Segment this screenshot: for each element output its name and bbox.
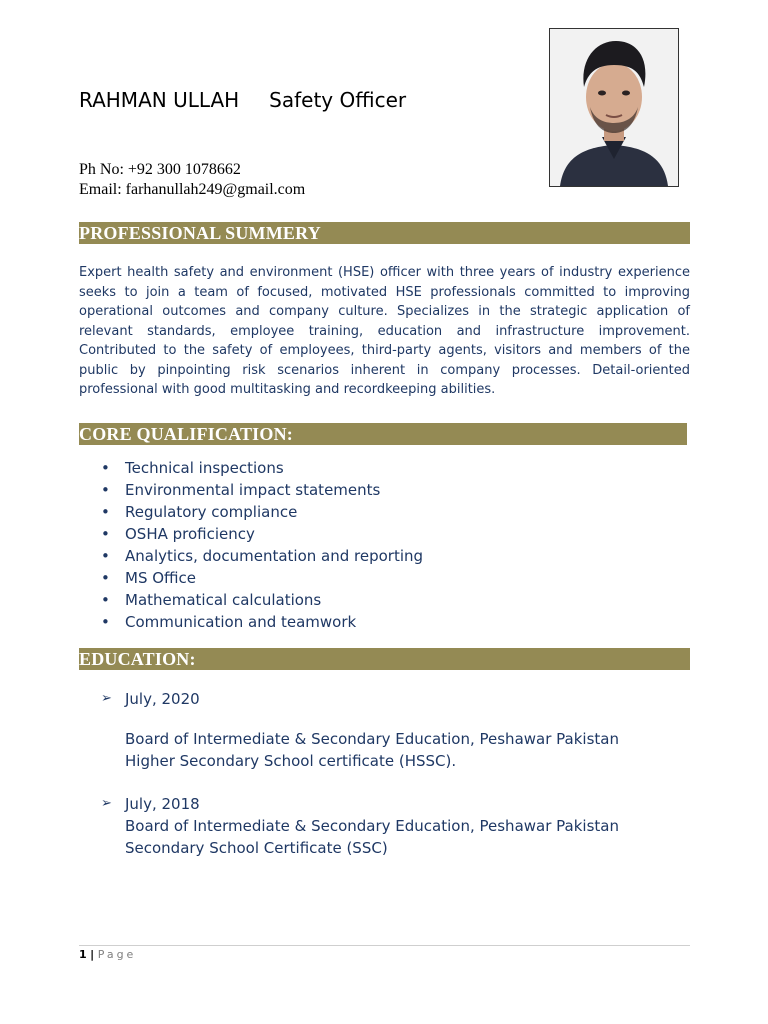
page-label: Page: [97, 948, 137, 961]
section-heading-summary: PROFESSIONAL SUMMERY: [79, 222, 690, 244]
bullet-icon: •: [101, 591, 110, 609]
bullet-icon: •: [101, 613, 110, 631]
bullet-icon: •: [101, 525, 110, 543]
education-board: Board of Intermediate & Secondary Education, Peshawar Pakistan: [125, 730, 619, 748]
list-item: • Technical inspections: [101, 459, 284, 477]
list-item: • MS Office: [101, 569, 197, 587]
bullet-icon: •: [101, 503, 110, 521]
bullet-icon: •: [101, 459, 110, 477]
section-heading-education: EDUCATION:: [79, 648, 690, 670]
list-item: • Regulatory compliance: [101, 503, 298, 521]
education-entry: [79, 688, 679, 772]
education-date: July, 2018: [125, 795, 200, 813]
page-footer: [79, 948, 136, 961]
qualification-list: [79, 457, 423, 633]
email-address: Email: farhanullah249@gmail.com: [79, 181, 306, 198]
section-heading-qualifications: CORE QUALIFICATION:: [79, 423, 687, 445]
list-item: • Environmental impact statements: [101, 481, 381, 499]
footer-divider: [79, 945, 690, 946]
list-item: • Analytics, documentation and reporting: [101, 547, 424, 565]
education-board: Board of Intermediate & Secondary Education, Peshawar Pakistan: [125, 817, 619, 835]
bullet-icon: •: [101, 481, 110, 499]
candidate-name: RAHMAN ULLAH: [79, 88, 240, 112]
arrow-bullet-icon: ➢: [101, 691, 112, 706]
job-title: Safety Officer: [269, 88, 407, 112]
education-date: July, 2020: [125, 690, 200, 708]
education-entry: [79, 793, 679, 859]
bullet-icon: •: [101, 547, 110, 565]
education-certificate: Secondary School Certificate (SSC): [125, 839, 388, 857]
list-item: • Communication and teamwork: [101, 613, 357, 631]
arrow-bullet-icon: ➢: [101, 796, 112, 811]
phone-number: Ph No: +92 300 1078662: [79, 161, 241, 178]
education-certificate: Higher Secondary School certificate (HSSC).: [125, 752, 457, 770]
list-item: • Mathematical calculations: [101, 591, 322, 609]
footer-separator: |: [90, 948, 95, 961]
professional-summary-text: Expert health safety and environment (HSE) officer with three years of industry experience seeks to join a team of focused, motivated HSE professionals committed to improving operational outcomes and company culture. Specializes in the strategic application of relevant standards, employee training, education and infrastructure improvement. Contributed to the safety of employees, third-party agents, visitors and members of the public by pinpointing risk scenarios inherent in company processes. Detail-oriented professional with good multitasking and recordkeeping abilities.: [79, 265, 690, 397]
bullet-icon: •: [101, 569, 110, 587]
name-and-title: [79, 88, 406, 112]
contact-info: [79, 160, 305, 200]
page-number: 1: [79, 948, 87, 961]
profile-photo: [549, 28, 679, 187]
list-item: • OSHA proficiency: [101, 525, 255, 543]
portrait-illustration: [550, 29, 678, 186]
